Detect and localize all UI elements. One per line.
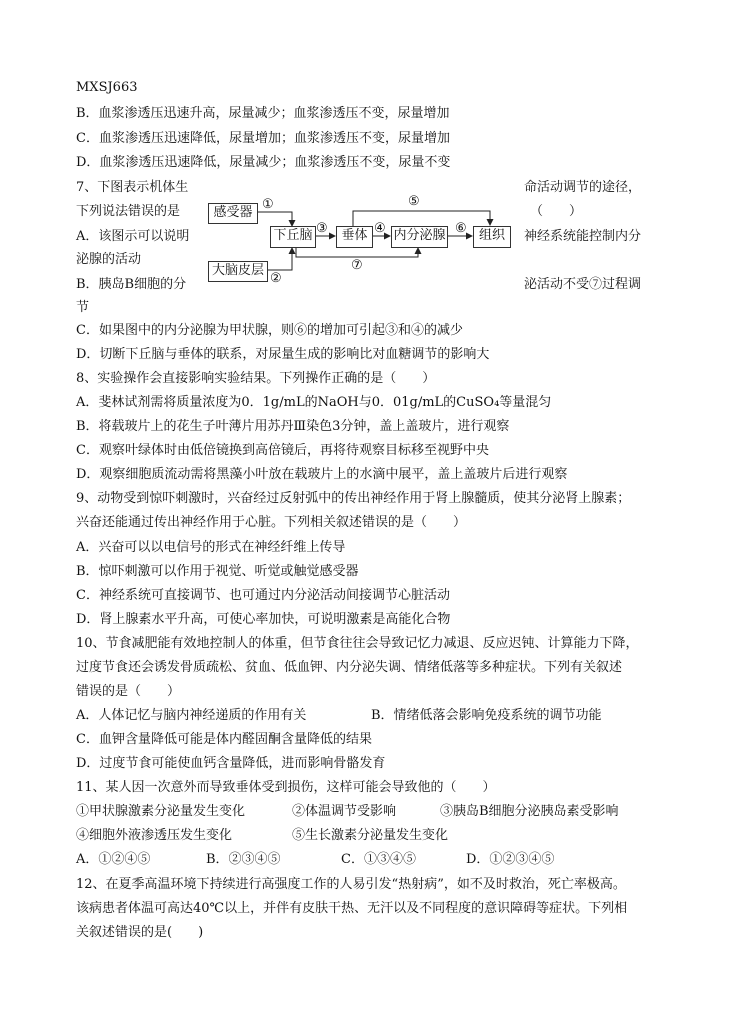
q10-option-c: C．血钾含量降低可能是体内醛固酮含量降低的结果: [76, 732, 372, 747]
q10-stem-2: 过度节食还会诱发骨质疏松、贫血、低血钾、内分泌失调、情绪低落等多种症状。下列有关叙述: [76, 660, 623, 675]
node-receptor: 感受器: [208, 203, 258, 224]
q6-option-c: C．血浆渗透压迅速降低，尿量增加；血浆渗透压不变，尿量增加: [76, 131, 450, 146]
q11-option-c: C．①③④⑤: [341, 852, 416, 867]
q12-stem-3: 关叙述错误的是( ): [76, 925, 204, 940]
q10-option-d: D．过度节食可能使血钙含量降低，进而影响骨骼发育: [76, 756, 386, 771]
q7-option-b-cont: 节: [76, 300, 90, 315]
q12-stem-1: 12、在夏季高温环境下持续进行高强度工作的人易引发“热射病”，如不及时救治，死亡率极高。: [76, 877, 626, 892]
q9-option-b: B．惊吓刺激可以作用于视觉、听觉或触觉感受器: [76, 564, 359, 579]
q9-stem-1: 9、动物受到惊吓刺激时，兴奋经过反射弧中的传出神经作用于肾上腺髓质，使其分泌肾上腺素；: [76, 491, 631, 506]
q7-option-b-left: B．胰岛B细胞的分: [76, 277, 187, 292]
label-2: ②: [270, 271, 282, 286]
arrow-7: [296, 248, 418, 257]
q7-option-a-left: A．该图示可以说明: [76, 229, 190, 244]
q7-option-a-right: 神经系统能控制内分: [524, 229, 642, 244]
header-code: MXSJ663: [76, 80, 138, 95]
label-4: ④: [374, 221, 386, 236]
q6-option-b: B．血浆渗透压迅速升高，尿量减少；血浆渗透压不变，尿量增加: [76, 106, 450, 121]
q7-stem-left: 7、下图表示机体生: [76, 180, 189, 195]
arrow-1: [256, 212, 292, 226]
q10-option-b: B．情绪低落会影响免疫系统的调节功能: [371, 708, 602, 723]
q11-statement-5: ⑤生长激素分泌量发生变化: [292, 828, 449, 843]
q9-stem-2: 兴奋还能通过传出神经作用于心脏。下列相关叙述错误的是（ ）: [76, 515, 467, 530]
label-1: ①: [262, 197, 274, 212]
node-hypothalamus: 下丘脑: [270, 226, 316, 248]
q7-option-c: C．如果图中的内分泌腺为甲状腺，则⑥的增加可引起③和④的减少: [76, 323, 463, 338]
node-tissue: 组织: [473, 226, 511, 248]
q7-line2-left: 下列说法错误的是: [76, 204, 181, 219]
q11-option-d: D．①②③④⑤: [466, 852, 555, 867]
q8-option-a: A．斐林试剂需将质量浓度为0．1g/mL的NaOH与0．01g/mL的CuSO₄等量混匀: [76, 395, 552, 410]
q8-stem: 8、实验操作会直接影响实验结果。下列操作正确的是（ ）: [76, 371, 436, 386]
q11-statement-1: ①甲状腺激素分泌量发生变化: [76, 804, 246, 819]
q6-option-d: D．血浆渗透压迅速降低，尿量减少；血浆渗透压不变，尿量不变: [76, 155, 451, 170]
q9-option-d: D．肾上腺素水平升高，可使心率加快，可说明激素是高能化合物: [76, 612, 451, 627]
label-6: ⑥: [455, 221, 467, 236]
q7-option-b-right: 泌活动不受⑦过程调: [524, 277, 642, 292]
q7-stem-right: 命活动调节的途径，: [524, 180, 642, 195]
q7-answer-bracket: （ ）: [530, 204, 583, 219]
q7-option-a-cont: 泌腺的活动: [76, 252, 142, 267]
q8-option-c: C．观察叶绿体时由低倍镜换到高倍镜后，再将待观察目标移至视野中央: [76, 443, 489, 458]
q10-stem-1: 10、节食减肥能有效地控制人的体重，但节食往往会导致记忆力减退、反应迟钝、计算能力下降，: [76, 636, 639, 651]
q11-statement-4: ④细胞外液渗透压发生变化: [76, 828, 233, 843]
arrow-2: [266, 248, 292, 270]
q7-option-d: D．切断下丘脑与垂体的联系，对尿量生成的影响比对血糖调节的影响大: [76, 347, 490, 362]
node-pituitary: 垂体: [336, 226, 373, 248]
node-cerebral-cortex: 大脑皮层: [208, 261, 268, 282]
q11-stem: 11、某人因一次意外而导致垂体受到损伤，这样可能会导致他的（ ）: [76, 780, 496, 795]
node-endocrine-gland: 内分泌腺: [391, 226, 448, 248]
label-7: ⑦: [351, 258, 363, 273]
q10-stem-3: 错误的是（ ）: [76, 684, 181, 699]
q11-statement-2: ②体温调节受影响: [292, 804, 397, 819]
label-3: ③: [316, 221, 328, 236]
q9-option-a: A．兴奋可以以电信号的形式在神经纤维上传导: [76, 540, 346, 555]
q11-statement-3: ③胰岛B细胞分泌胰岛素受影响: [440, 804, 619, 819]
q11-option-b: B．②③④⑤: [206, 852, 281, 867]
q12-stem-2: 该病患者体温可高达40℃以上，并伴有皮肤干热、无汗以及不同程度的意识障碍等症状。下列相: [76, 901, 628, 916]
q9-option-c: C．神经系统可直接调节、也可通过内分泌活动间接调节心脏活动: [76, 588, 450, 603]
label-5: ⑤: [408, 194, 420, 209]
q11-option-a: A．①②④⑤: [76, 852, 151, 867]
q8-option-b: B．将载玻片上的花生子叶薄片用苏丹Ⅲ染色3分钟，盖上盖玻片，进行观察: [76, 419, 510, 434]
q10-option-a: A．人体记忆与脑内神经递质的作用有关: [76, 708, 307, 723]
q8-option-d: D．观察细胞质流动需将黑藻小叶放在载玻片上的水滴中展平，盖上盖玻片后进行观察: [76, 467, 568, 482]
